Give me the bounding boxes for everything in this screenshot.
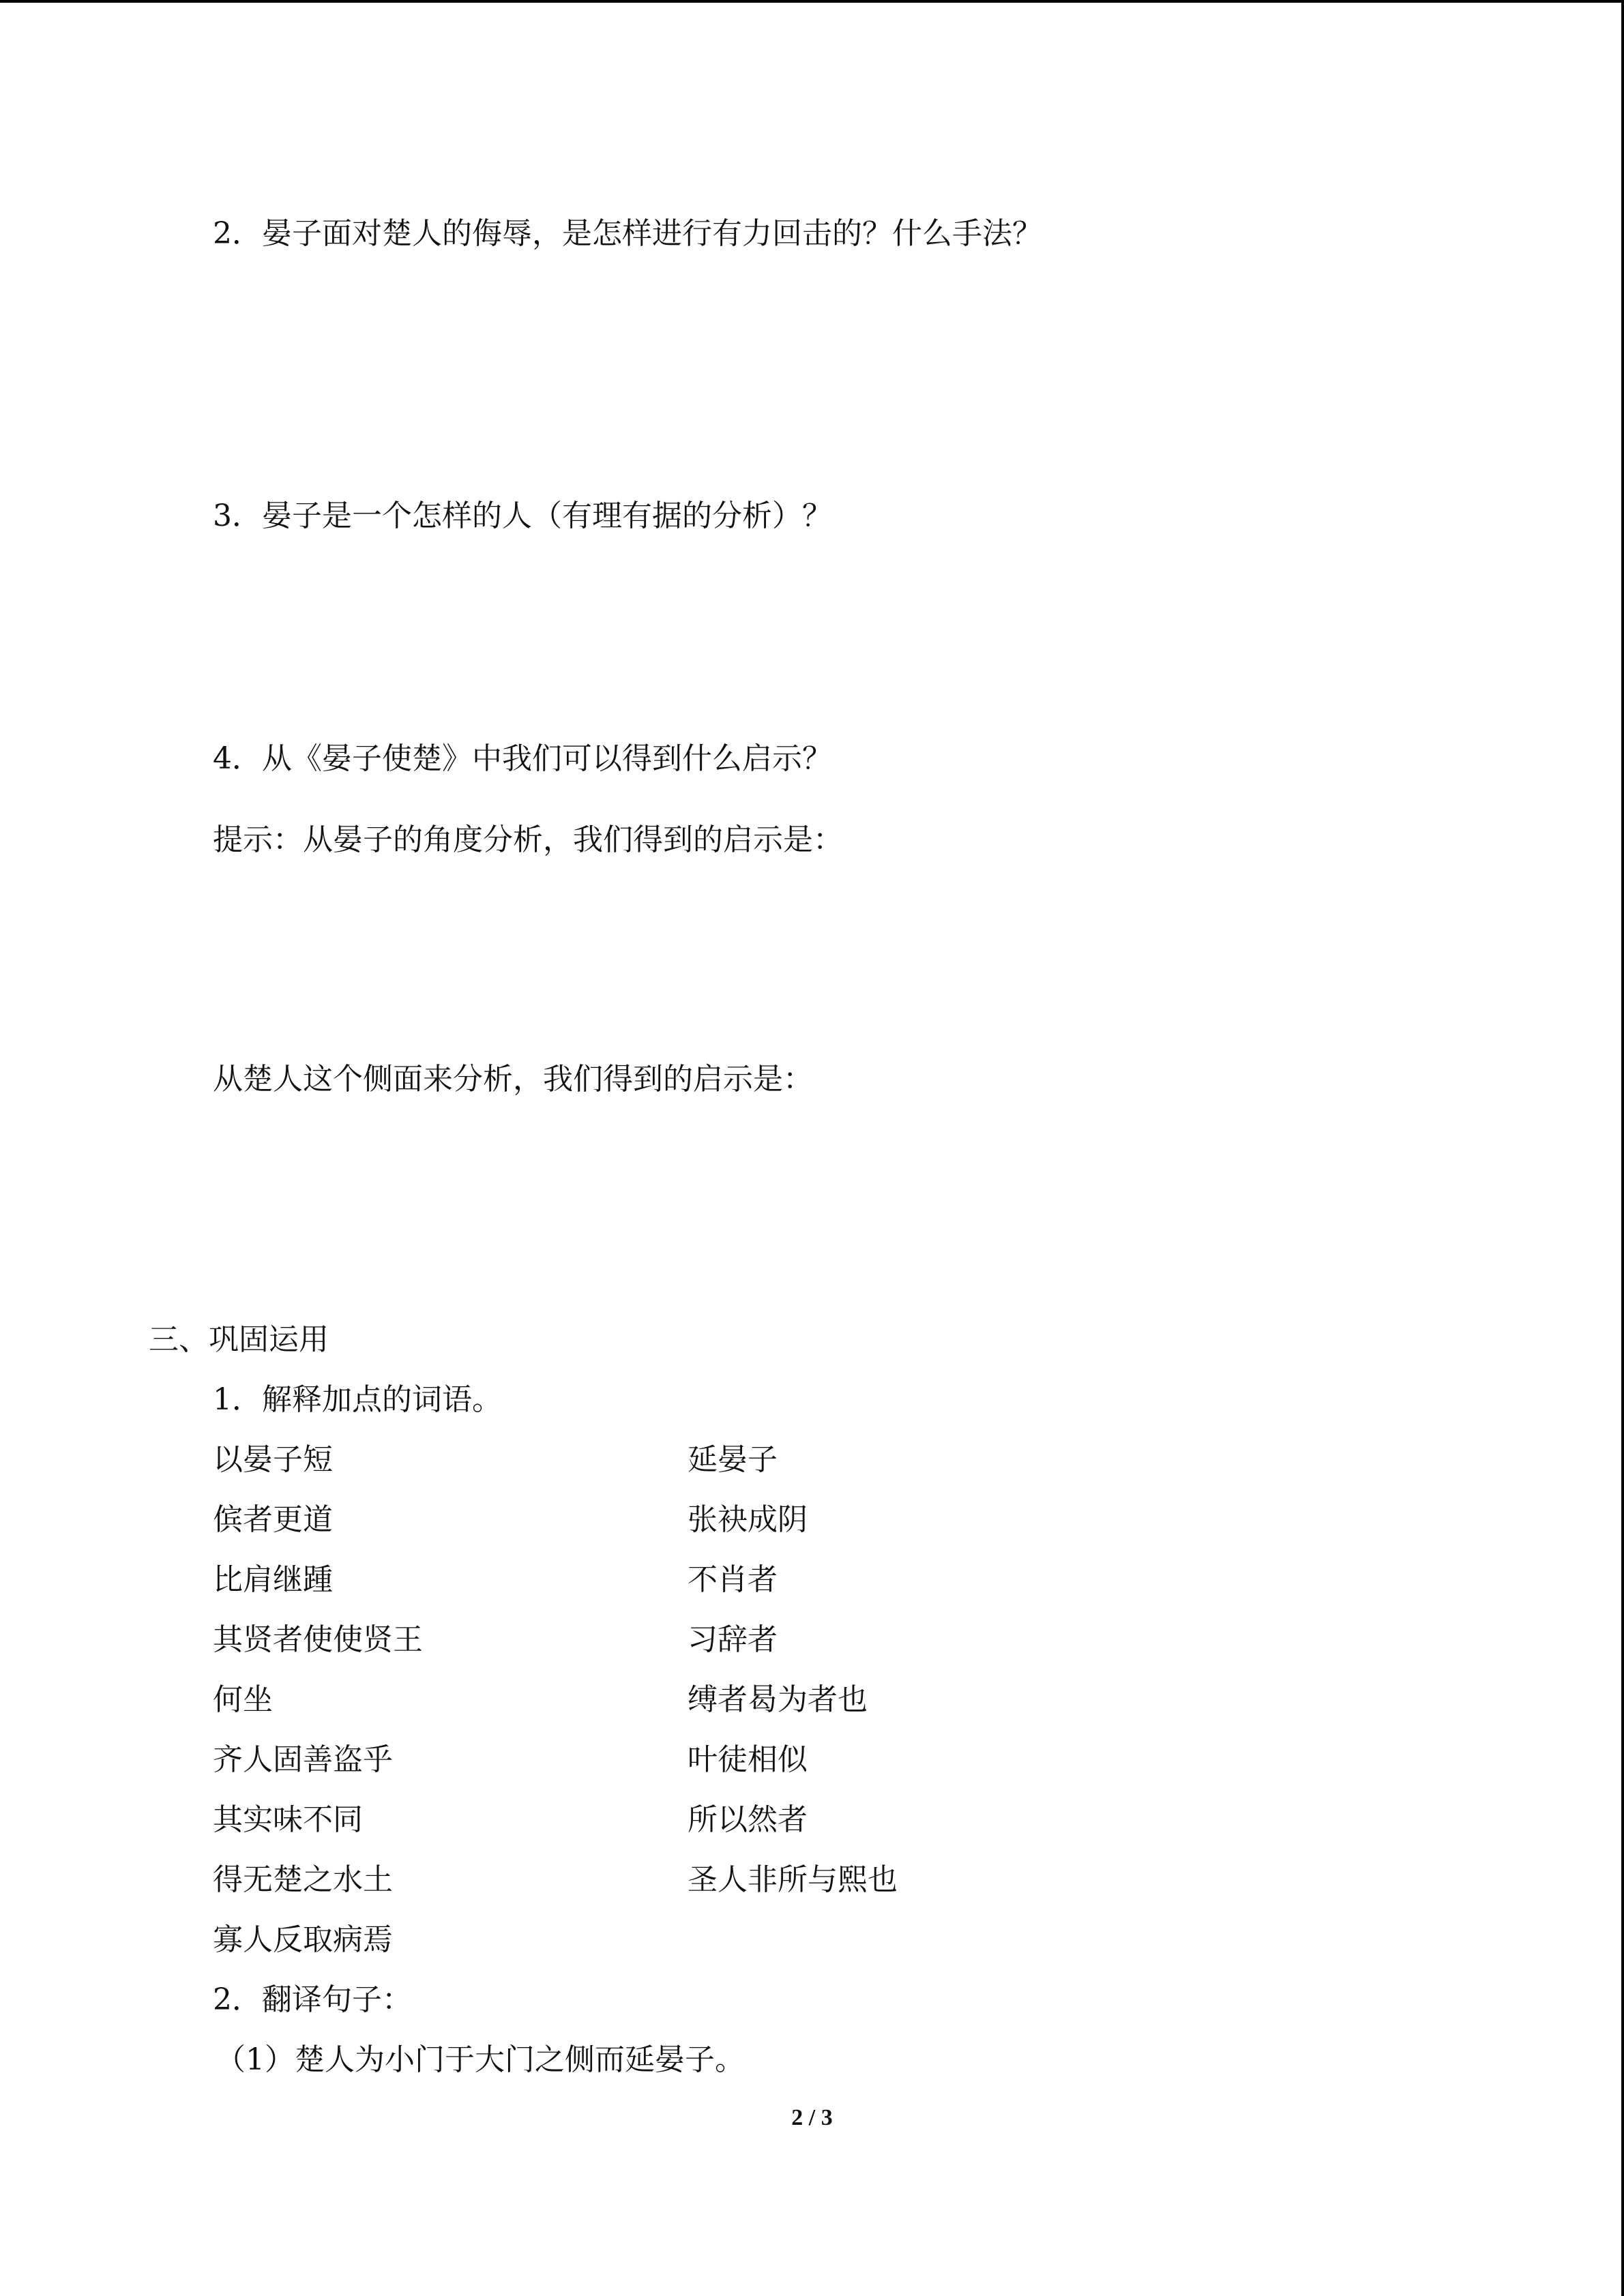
word-item: 张袂成阴 <box>688 1502 808 1537</box>
word-item: 齐人固善盗乎 <box>213 1742 393 1777</box>
translation-sentence-1: （1）楚人为小门于大门之侧而延晏子。 <box>216 2042 745 2077</box>
page-number: 2 / 3 <box>791 2105 833 2130</box>
word-item: 傧者更道 <box>213 1502 333 1537</box>
word-item: 延晏子 <box>688 1442 778 1477</box>
word-item: 缚者曷为者也 <box>688 1682 868 1717</box>
question-2: 2．晏子面对楚人的侮辱，是怎样进行有力回击的？什么手法？ <box>213 216 1042 251</box>
word-item: 何坐 <box>213 1682 273 1717</box>
right-border <box>1621 0 1624 2296</box>
word-item: 比肩继踵 <box>213 1562 333 1597</box>
question-4: 4．从《晏子使楚》中我们可以得到什么启示？ <box>213 741 832 776</box>
word-item: 其贤者使使贤王 <box>213 1622 423 1657</box>
word-item: 其实味不同 <box>213 1802 363 1837</box>
top-border <box>0 0 1624 3</box>
word-item: 所以然者 <box>688 1802 808 1837</box>
section-title: 三、巩固运用 <box>149 1322 329 1357</box>
word-item: 叶徒相似 <box>688 1742 808 1777</box>
hint-yanzi: 提示：从晏子的角度分析，我们得到的启示是： <box>213 822 843 857</box>
word-item: 圣人非所与熙也 <box>688 1862 898 1897</box>
hint-chu: 从楚人这个侧面来分析，我们得到的启示是： <box>213 1062 813 1097</box>
question-3: 3．晏子是一个怎样的人（有理有据的分析）？ <box>213 498 832 533</box>
word-item: 得无楚之水土 <box>213 1862 393 1897</box>
word-item: 寡人反取病焉 <box>213 1922 393 1957</box>
exercise-2-heading: 2．翻译句子： <box>213 1982 412 2017</box>
word-item: 以晏子短 <box>213 1442 333 1477</box>
exercise-1-heading: 1．解释加点的词语。 <box>213 1382 502 1417</box>
word-item: 习辞者 <box>688 1622 778 1657</box>
word-item: 不肖者 <box>688 1562 778 1597</box>
